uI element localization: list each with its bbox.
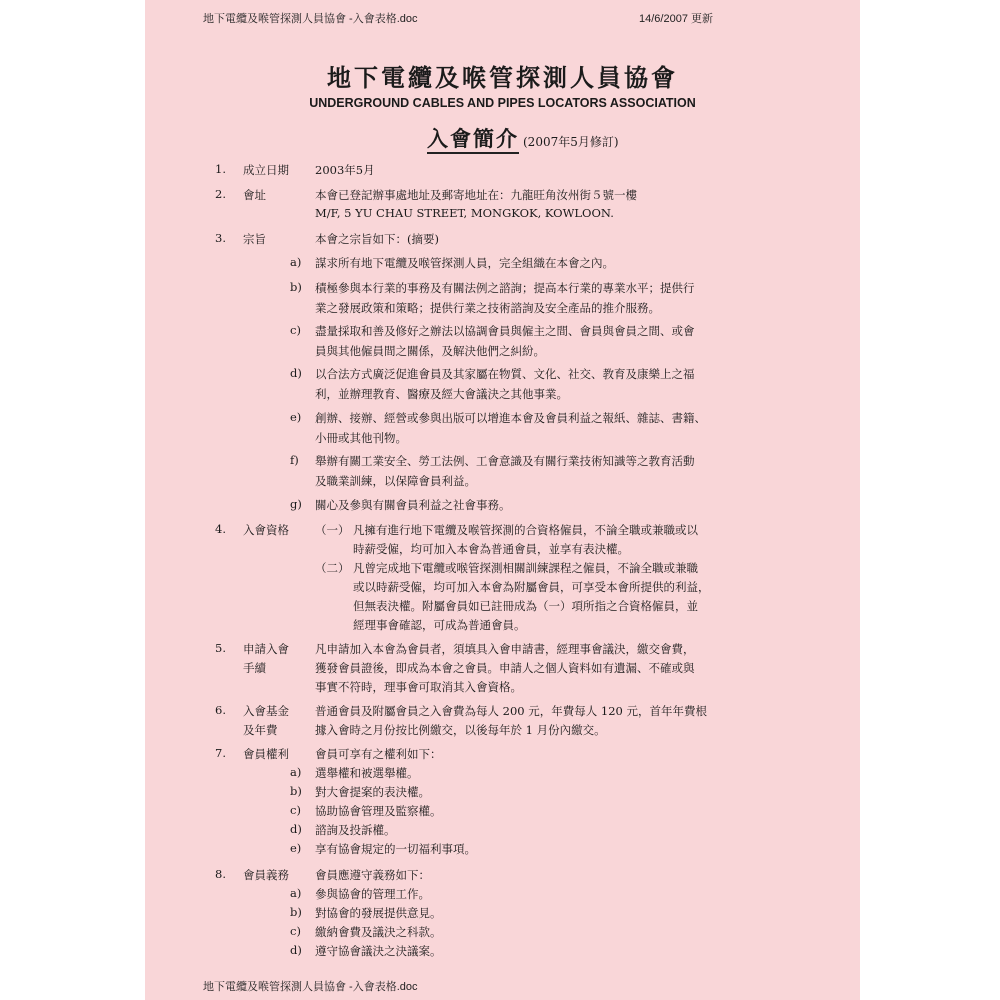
section-1-value: 2003年5月 <box>315 163 375 177</box>
list-marker: b) <box>290 905 302 919</box>
section-3-intro: 本會之宗旨如下：(摘要) <box>315 232 439 246</box>
header-filename: 地下電纜及喉管探測人員協會 -入會表格.doc <box>203 13 418 25</box>
list-item: 時薪受僱，均可加入本會為普通會員，並享有表決權。 <box>353 542 629 556</box>
list-item: 舉辦有關工業安全、勞工法例、工會意識及有關行業技術知識等之教育活動 <box>315 454 695 468</box>
list-item: 及職業訓練，以保障會員利益。 <box>315 474 476 488</box>
section-6-line: 普通會員及附屬會員之入會費為每人 200 元，年費每人 120 元，首年年費根 <box>315 704 708 718</box>
document-page <box>145 0 860 1000</box>
list-item: 繳納會費及議決之科款。 <box>315 925 442 939</box>
list-item: 關心及參與有關會員利益之社會事務。 <box>315 498 511 512</box>
section-8-intro: 會員應遵守義務如下： <box>315 868 430 882</box>
list-item: 謀求所有地下電纜及喉管探測人員，完全組織在本會之內。 <box>315 256 614 270</box>
section-5-number: 5. <box>215 641 226 655</box>
section-1-label: 成立日期 <box>243 163 289 177</box>
title-chinese: 地下電纜及喉管探測人員協會 <box>327 63 678 92</box>
list-item: 協助協會管理及監察權。 <box>315 804 442 818</box>
subtitle <box>427 123 619 153</box>
section-5-line: 事實不符時，理事會可取消其入會資格。 <box>315 680 522 694</box>
list-marker: b) <box>290 784 302 798</box>
section-5-line: 凡申請加入本會為會員者，須填具入會申請書，經理事會議決，繳交會費， <box>315 642 695 656</box>
section-6-line: 據入會時之月份按比例繳交，以後每年於 1 月份內繳交。 <box>315 723 606 737</box>
list-marker: g) <box>290 497 302 511</box>
list-item: 以合法方式廣泛促進會員及其家屬在物質、文化、社交、教育及康樂上之福 <box>315 367 695 381</box>
list-item: 積極參與本行業的事務及有關法例之諮詢；提高本行業的專業水平；提供行 <box>315 281 695 295</box>
list-item: 參與協會的管理工作。 <box>315 887 430 901</box>
list-item: 但無表決權。附屬會員如已註冊成為（一）項所指之合資格僱員，並 <box>353 599 698 613</box>
section-5-line: 獲發會員證後，即成為本會之會員。申請人之個人資料如有遺漏、不確或與 <box>315 661 695 675</box>
list-item: 小冊或其他刊物。 <box>315 431 407 445</box>
section-7-label: 會員權利 <box>243 747 289 761</box>
list-item: 對大會提案的表決權。 <box>315 785 430 799</box>
section-2-line: M/F, 5 YU CHAU STREET, MONGKOK, KOWLOON. <box>315 206 614 220</box>
footer-filename: 地下電纜及喉管探測人員協會 -入會表格.doc <box>203 981 418 993</box>
section-8-label: 會員義務 <box>243 868 289 882</box>
section-8-number: 8. <box>215 867 226 881</box>
list-marker: d) <box>290 366 302 380</box>
section-2-line: 本會已登記辦事處地址及郵寄地址在：九龍旺角汝州街５號一樓 <box>315 188 637 202</box>
list-marker: f) <box>290 453 299 467</box>
list-item: 盡量採取和善及修好之辦法以協調會員與僱主之間、會員與會員之間、或會 <box>315 324 695 338</box>
list-marker: （一） <box>315 523 350 537</box>
section-2-number: 2. <box>215 187 226 201</box>
header-date: 14/6/2007 更新 <box>639 13 713 25</box>
list-marker: c) <box>290 803 301 817</box>
list-item: 員與其他僱員間之關係，及解決他們之糾紛。 <box>315 344 545 358</box>
list-marker: （二） <box>315 561 350 575</box>
list-marker: a) <box>290 886 302 900</box>
subtitle-main: 入會簡介 <box>427 126 519 154</box>
section-6-number: 6. <box>215 703 226 717</box>
list-marker: d) <box>290 943 302 957</box>
list-marker: e) <box>290 410 302 424</box>
list-item: 對協會的發展提供意見。 <box>315 906 442 920</box>
list-item: 諮詢及投訴權。 <box>315 823 396 837</box>
list-item: 業之發展政策和策略；提供行業之技術諮詢及安全產品的推介服務。 <box>315 301 660 315</box>
list-marker: a) <box>290 255 302 269</box>
list-marker: a) <box>290 765 302 779</box>
section-3-number: 3. <box>215 231 226 245</box>
section-6-label: 及年費 <box>243 723 278 737</box>
list-marker: c) <box>290 924 301 938</box>
list-marker: e) <box>290 841 302 855</box>
section-7-number: 7. <box>215 746 226 760</box>
section-6-label: 入會基金 <box>243 704 289 718</box>
list-item: 凡擁有進行地下電纜及喉管探測的合資格僱員，不論全職或兼職或以 <box>353 523 698 537</box>
list-item: 享有協會規定的一切福利事項。 <box>315 842 476 856</box>
list-item: 利，並辦理教育、醫療及經大會議決之其他事業。 <box>315 387 568 401</box>
list-item: 凡曾完成地下電纜或喉管探測相關訓練課程之僱員，不論全職或兼職 <box>353 561 698 575</box>
list-item: 經理事會確認，可成為普通會員。 <box>353 618 526 632</box>
section-1-number: 1. <box>215 162 226 176</box>
list-marker: b) <box>290 280 302 294</box>
section-2-label: 會址 <box>243 188 266 202</box>
list-item: 創辦、接辦、經營或參與出版可以增進本會及會員利益之報紙、雜誌、書籍、 <box>315 411 706 425</box>
title-english: UNDERGROUND CABLES AND PIPES LOCATORS ASSOCIATION <box>309 96 696 110</box>
list-marker: d) <box>290 822 302 836</box>
section-4-label: 入會資格 <box>243 523 289 537</box>
section-7-intro: 會員可享有之權利如下： <box>315 747 442 761</box>
section-4-number: 4. <box>215 522 226 536</box>
list-marker: c) <box>290 323 301 337</box>
list-item: 或以時薪受僱，均可加入本會為附屬會員，可享受本會所提供的利益， <box>353 580 710 594</box>
list-item: 遵守協會議決之決議案。 <box>315 944 442 958</box>
section-3-label: 宗旨 <box>243 232 266 246</box>
section-5-label: 手續 <box>243 661 266 675</box>
section-5-label: 申請入會 <box>243 642 289 656</box>
list-item: 選舉權和被選舉權。 <box>315 766 419 780</box>
subtitle-revision: (2007年5月修訂) <box>523 135 619 149</box>
